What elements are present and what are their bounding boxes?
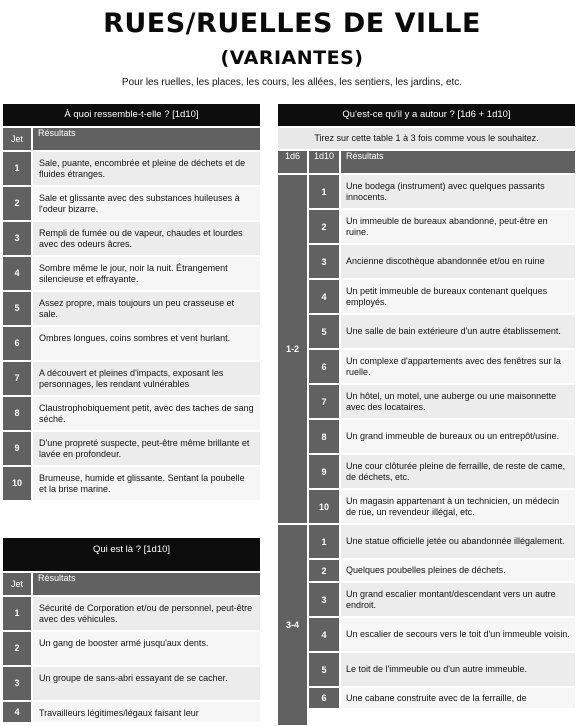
table-row	[3, 362, 260, 395]
roll-number: 9	[3, 432, 31, 465]
roll-number: 9	[309, 455, 339, 488]
roll-number: 8	[309, 420, 339, 453]
table-row	[309, 315, 575, 348]
table-appearance	[3, 104, 260, 500]
table-row	[309, 490, 575, 523]
roll-number: 6	[3, 327, 31, 360]
col-results-header: Résultats	[341, 151, 575, 173]
table-surroundings-colheaders	[278, 151, 575, 173]
roll-number: 3	[309, 583, 339, 616]
table-row	[3, 467, 260, 500]
table-who	[3, 538, 260, 722]
roll-number: 3	[3, 222, 31, 255]
roll-number: 1	[309, 525, 339, 558]
roll-number: 4	[309, 618, 339, 651]
roll-number: 1	[3, 152, 31, 185]
result-text: Un hôtel, un motel, une auberge ou une maisonnette avec des locataires.	[341, 385, 575, 418]
roll-number: 10	[3, 467, 31, 500]
table-row	[3, 432, 260, 465]
table-row	[309, 210, 575, 243]
roll-number: 7	[309, 385, 339, 418]
table-surroundings-header: Qu'est-ce qu'il y a autour ? [1d6 + 1d10]	[278, 104, 575, 126]
table-row	[309, 455, 575, 488]
roll-number: 4	[3, 702, 31, 722]
table-row	[3, 222, 260, 255]
result-text: Rempli de fumée ou de vapeur, chaudes et lourdes avec des odeurs âcres.	[33, 222, 260, 255]
roll-number: 6	[309, 688, 339, 708]
result-text: Une statue officielle jetée ou abandonnée illégalement.	[341, 525, 575, 558]
roll-number: 5	[309, 653, 339, 686]
roll-number: 3	[3, 667, 31, 700]
roll-number: 3	[309, 245, 339, 278]
col-1d6-header: 1d6	[278, 151, 307, 173]
result-text: Un gang de booster armé jusqu'aux dents.	[33, 632, 260, 665]
result-text: Un complexe d'appartements avec des fenêtres sur la ruelle.	[341, 350, 575, 383]
table-row	[309, 525, 575, 558]
table-who-header: Qui est là ? [1d10]	[3, 538, 260, 571]
result-text: A découvert et pleines d'impacts, exposant les personnages, les rendant vulnérables	[33, 362, 260, 395]
page-title: RUES/RUELLES DE VILLE	[103, 8, 481, 39]
table-row	[3, 397, 260, 430]
table-row	[309, 245, 575, 278]
page-subtitle-variant: (VARIANTES)	[220, 47, 364, 69]
table-row	[3, 292, 260, 325]
roll-number: 2	[3, 187, 31, 220]
table-surroundings-note: Tirez sur cette table 1 à 3 fois comme vous le souhaitez.	[278, 128, 575, 149]
result-text: Brumeuse, humide et glissante. Sentant la poubelle et la brise marine.	[33, 467, 260, 500]
roll-number: 10	[309, 490, 339, 523]
result-text: Ancienne discothèque abandonnée et/ou en ruine	[341, 245, 575, 278]
roll-number: 7	[3, 362, 31, 395]
result-text: Ombres longues, coins sombres et vent hurlant.	[33, 327, 260, 360]
result-text: Sale et glissante avec des substances huileuses à l'odeur bizarre.	[33, 187, 260, 220]
result-text: Un immeuble de bureaux abandonné, peut-être en ruine.	[341, 210, 575, 243]
col-results-header: Résultats	[33, 573, 260, 595]
col-1d10-header: 1d10	[309, 151, 339, 173]
result-text: Une bodega (instrument) avec quelques passants innocents.	[341, 175, 575, 208]
result-text: Travailleurs légitimes/légaux faisant leur	[33, 702, 260, 722]
d6-group-1-2: 1-2	[278, 175, 307, 523]
result-text: Le toit de l'immeuble ou d'un autre immeuble.	[341, 653, 575, 686]
table-row	[3, 702, 260, 722]
table-surroundings-body	[278, 175, 575, 726]
table-row	[309, 653, 575, 686]
roll-number: 2	[309, 560, 339, 581]
result-text: Un magasin appartenant à un technicien, un médecin de rue, un revendeur illégal, etc.	[341, 490, 575, 523]
table-row	[3, 187, 260, 220]
result-text: Sale, puante, encombrée et pleine de déchets et de fluides étranges.	[33, 152, 260, 185]
table-who-body	[3, 597, 260, 722]
table-who-colheaders	[3, 573, 260, 595]
roll-number: 8	[3, 397, 31, 430]
table-appearance-body	[3, 152, 260, 500]
result-text: Claustrophobiquement petit, avec des taches de sang séché.	[33, 397, 260, 430]
table-row	[3, 327, 260, 360]
table-row	[3, 632, 260, 665]
table-row	[309, 420, 575, 453]
table-row	[3, 257, 260, 290]
table-appearance-colheaders	[3, 128, 260, 150]
result-text: Un groupe de sans-abri essayant de se cacher.	[33, 667, 260, 700]
roll-number: 4	[3, 257, 31, 290]
table-row	[309, 280, 575, 313]
col-results-header: Résultats	[33, 128, 260, 150]
result-text: Une cabane construite avec de la ferraille, de	[341, 688, 575, 708]
table-row	[309, 175, 575, 208]
table-row	[309, 385, 575, 418]
result-text: Quelques poubelles pleines de déchets.	[341, 560, 575, 581]
col-jet-header: Jet	[3, 128, 31, 150]
result-text: Assez propre, mais toujours un peu crasseuse et sale.	[33, 292, 260, 325]
roll-number: 5	[3, 292, 31, 325]
roll-number: 2	[3, 632, 31, 665]
result-text: Sécurité de Corporation et/ou de personnel, peut-être avec des véhicules.	[33, 597, 260, 630]
roll-number: 4	[309, 280, 339, 313]
table-surroundings	[278, 104, 575, 726]
roll-number: 2	[309, 210, 339, 243]
roll-number: 6	[309, 350, 339, 383]
table-row	[3, 152, 260, 185]
result-text: Un petit immeuble de bureaux contenant quelques employés.	[341, 280, 575, 313]
result-text: Un escalier de secours vers le toit d'un immeuble voisin.	[341, 618, 575, 651]
table-row	[3, 667, 260, 700]
d6-group-3-4: 3-4	[278, 525, 307, 725]
result-text: D'une propreté suspecte, peut-être même brillante et lavée en profondeur.	[33, 432, 260, 465]
col-jet-header: Jet	[3, 573, 31, 595]
table-appearance-header: À quoi ressemble-t-elle ? [1d10]	[3, 104, 260, 126]
roll-number: 5	[309, 315, 339, 348]
table-row	[309, 618, 575, 651]
roll-number: 1	[309, 175, 339, 208]
table-row	[3, 597, 260, 630]
page-intro: Pour les ruelles, les places, les cours, les allées, les sentiers, les jardins, etc.	[121, 77, 463, 88]
result-text: Un grand immeuble de bureaux ou un entrepôt/usine.	[341, 420, 575, 453]
table-row	[309, 350, 575, 383]
table-row	[309, 688, 575, 708]
table-row	[309, 583, 575, 616]
result-text: Une salle de bain extérieure d'un autre établissement.	[341, 315, 575, 348]
result-text: Un grand escalier montant/descendant vers un autre endroit.	[341, 583, 575, 616]
result-text: Sombre même le jour, noir la nuit. Étrangement silencieuse et effrayante.	[33, 257, 260, 290]
roll-number: 1	[3, 597, 31, 630]
table-row	[309, 560, 575, 581]
result-text: Une cour clôturée pleine de ferraille, de reste de came, de déchets, etc.	[341, 455, 575, 488]
